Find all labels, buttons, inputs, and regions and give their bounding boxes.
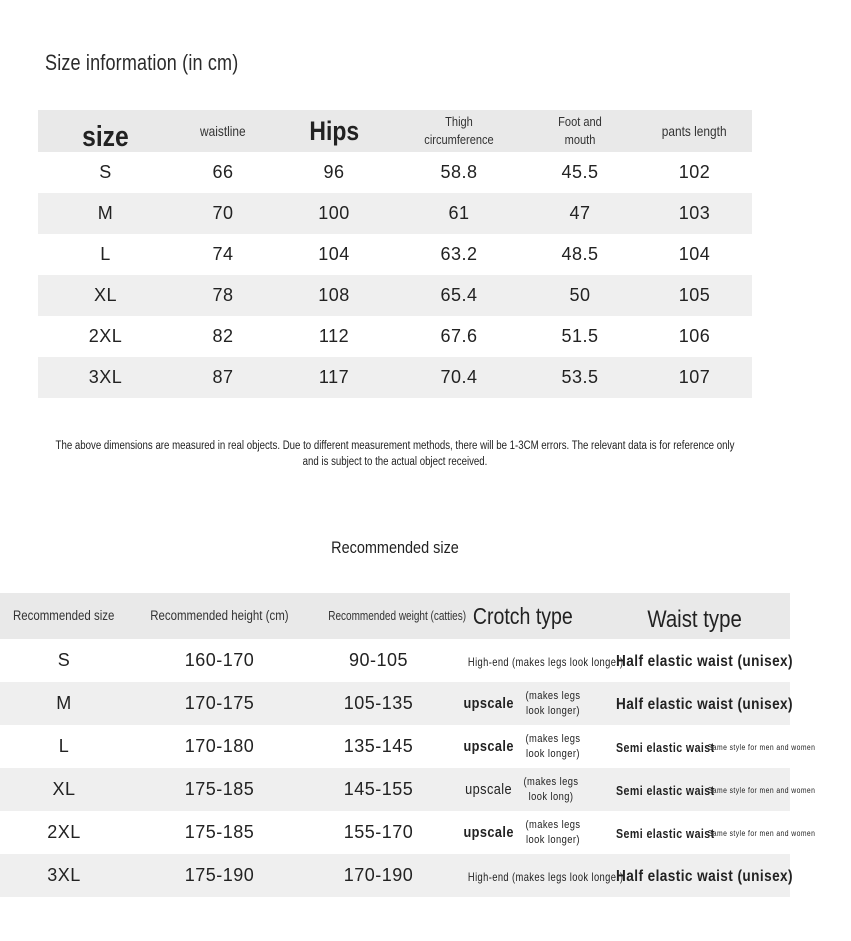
table-row xyxy=(38,152,752,193)
cell: 104 xyxy=(318,244,350,264)
rec-table-header xyxy=(0,593,790,639)
waist-cell: Semi elastic waist Same style for men and women xyxy=(616,741,816,755)
cell: XL xyxy=(52,779,76,799)
cell: 105-135 xyxy=(343,693,414,713)
header-waistline: waistline xyxy=(200,122,246,139)
header-rec-weight: Recommended weight (catties) xyxy=(328,609,467,623)
cell: 90-105 xyxy=(348,650,409,670)
cell: 155-170 xyxy=(343,822,414,842)
cell: 65.4 xyxy=(440,285,478,305)
cell: 48.5 xyxy=(561,244,599,264)
cell: 78 xyxy=(212,285,234,305)
cell: 96 xyxy=(323,162,345,182)
cell: 50 xyxy=(569,285,591,305)
cell: 160-170 xyxy=(184,650,255,670)
crotch-cell: upscale (makes legs look long) xyxy=(465,775,579,803)
cell: 103 xyxy=(678,203,711,223)
cell: 170-190 xyxy=(343,865,414,885)
cell: 45.5 xyxy=(561,162,599,182)
waist-cell: Half elastic waist (unisex) xyxy=(616,868,793,885)
cell: XL xyxy=(93,285,118,305)
table-row xyxy=(38,275,752,316)
cell: 117 xyxy=(318,367,350,387)
header-foot-mouth: Foot and mouth xyxy=(558,114,602,147)
waist-cell: Semi elastic waist Same style for men and women xyxy=(616,827,816,841)
crotch-cell: High-end (makes legs look longer) xyxy=(467,870,624,884)
cell: 108 xyxy=(318,285,350,305)
cell: M xyxy=(97,203,114,223)
header-thigh: Thigh circumference xyxy=(424,114,494,147)
cell: 61 xyxy=(448,203,470,223)
cell: 112 xyxy=(318,326,350,346)
cell: L xyxy=(58,736,70,756)
cell: 175-185 xyxy=(184,822,255,842)
table-row xyxy=(38,193,752,234)
table-row xyxy=(38,357,752,398)
cell: M xyxy=(56,693,72,713)
waist-cell: Half elastic waist (unisex) xyxy=(616,696,793,713)
crotch-cell: upscale (makes legs look longer) xyxy=(463,732,581,760)
recommended-size-title: Recommended size xyxy=(331,538,459,557)
cell: 107 xyxy=(678,367,711,387)
cell: 67.6 xyxy=(440,326,478,346)
cell: 70 xyxy=(212,203,234,223)
cell: 58.8 xyxy=(440,162,478,182)
cell: S xyxy=(57,650,71,670)
cell: 175-190 xyxy=(184,865,255,885)
cell: 63.2 xyxy=(440,244,478,264)
cell: 47 xyxy=(569,203,591,223)
header-hips: Hips xyxy=(309,115,359,146)
measurement-note: The above dimensions are measured in real objects. Due to different measurement methods, there will be 1-3CM errors. The relevant data is for reference only and is subject to the actual object received. xyxy=(55,440,735,468)
cell: 106 xyxy=(678,326,711,346)
cell: 105 xyxy=(678,285,711,305)
waist-cell: Semi elastic waist Same style for men and women xyxy=(616,784,816,798)
header-rec-height: Recommended height (cm) xyxy=(150,608,289,623)
table-row xyxy=(0,811,790,854)
size-table-header xyxy=(38,110,752,152)
cell: 135-145 xyxy=(343,736,414,756)
size-info-title: Size information (in cm) xyxy=(45,50,239,75)
size-table xyxy=(38,110,752,398)
cell: S xyxy=(99,162,112,182)
cell: 66 xyxy=(212,162,234,182)
table-row xyxy=(0,768,790,811)
cell: L xyxy=(100,244,111,264)
table-row xyxy=(0,725,790,768)
cell: 74 xyxy=(212,244,234,264)
cell: 82 xyxy=(212,326,234,346)
table-row xyxy=(38,234,752,275)
cell: 87 xyxy=(212,367,234,387)
header-pants-length: pants length xyxy=(662,122,727,139)
cell: 170-180 xyxy=(184,736,255,756)
cell: 2XL xyxy=(47,822,81,842)
cell: 53.5 xyxy=(561,367,599,387)
cell: 175-185 xyxy=(184,779,255,799)
cell: 145-155 xyxy=(343,779,414,799)
cell: 100 xyxy=(318,203,350,223)
header-waist-type: Waist type xyxy=(647,606,743,633)
header-rec-size: Recommended size xyxy=(13,608,115,623)
recommended-size-table xyxy=(0,593,816,897)
table-row xyxy=(0,682,790,725)
header-size: size xyxy=(82,120,129,153)
cell: 3XL xyxy=(88,367,123,387)
cell: 3XL xyxy=(47,865,81,885)
cell: 70.4 xyxy=(440,367,478,387)
crotch-cell: upscale (makes legs look longer) xyxy=(463,818,581,846)
cell: 2XL xyxy=(88,326,123,346)
header-crotch-type: Crotch type xyxy=(473,602,573,629)
crotch-cell: High-end (makes legs look longer) xyxy=(467,655,624,669)
table-row xyxy=(0,639,790,682)
waist-cell: Half elastic waist (unisex) xyxy=(616,653,793,670)
cell: 104 xyxy=(678,244,711,264)
cell: 170-175 xyxy=(184,693,255,713)
cell: 51.5 xyxy=(561,326,599,346)
cell: 102 xyxy=(678,162,711,182)
table-row xyxy=(38,316,752,357)
table-row xyxy=(0,854,790,897)
crotch-cell: upscale (makes legs look longer) xyxy=(463,689,581,717)
